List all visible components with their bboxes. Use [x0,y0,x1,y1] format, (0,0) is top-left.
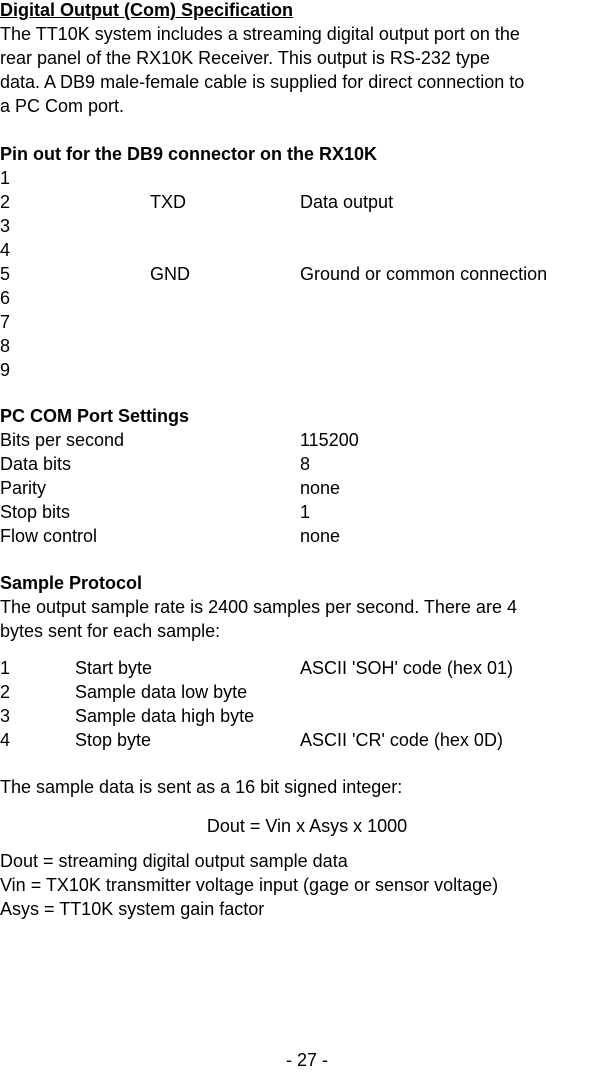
setting-label: Bits per second [0,430,125,450]
byte-list [0,656,614,752]
pin-row [0,334,614,358]
pin-row [0,190,614,214]
formula-text: Dout = Vin x Asys x 1000 [206,816,408,836]
signed-note [0,775,614,799]
byte-name: Stop byte [75,730,152,750]
pin-number: 5 [0,264,11,284]
setting-value: 115200 [300,430,359,450]
protocol-section [0,571,614,643]
setting-row [0,524,614,548]
byte-row [0,728,614,752]
paragraph-line: The output sample rate is 2400 samples per second. There are 4 [0,597,517,617]
pin-number: 2 [0,192,11,212]
byte-name: Start byte [75,658,153,678]
setting-row [0,428,614,452]
pin-number: 4 [0,240,11,260]
section-heading: Pin out for the DB9 connector on the RX10K [0,144,378,164]
setting-label: Stop bits [0,502,71,522]
byte-row [0,704,614,728]
pin-row [0,286,614,310]
page-number: - 27 - [285,1050,328,1070]
paragraph-line: The sample data is sent as a 16 bit signed integer: [0,777,403,797]
section-heading: Digital Output (Com) Specification [0,0,293,20]
formula [0,814,614,838]
byte-row [0,656,614,680]
pin-row [0,310,614,334]
pin-number: 6 [0,288,11,308]
setting-value: none [300,478,341,498]
digital-output-section [0,0,614,118]
com-settings-section [0,404,614,548]
pin-description: Data output [300,192,394,212]
pin-signal: TXD [150,192,186,212]
setting-value: 1 [300,502,311,522]
pin-signal: GND [150,264,190,284]
setting-row [0,452,614,476]
pin-number: 7 [0,312,11,332]
pin-row [0,358,614,382]
paragraph-line: The TT10K system includes a streaming digital output port on the [0,24,520,44]
paragraph-line: data. A DB9 male-female cable is supplied for direct connection to [0,72,525,92]
byte-number: 1 [0,658,11,678]
pin-row [0,238,614,262]
pin-row [0,214,614,238]
pinout-section [0,142,614,382]
paragraph-line: rear panel of the RX10K Receiver. This output is RS-232 type [0,48,490,68]
definitions [0,849,614,921]
definition-line: Asys = TT10K system gain factor [0,899,265,919]
byte-row [0,680,614,704]
byte-name: Sample data high byte [75,706,255,726]
pin-row [0,166,614,190]
setting-label: Parity [0,478,47,498]
pin-number: 1 [0,168,11,188]
paragraph-line: a PC Com port. [0,96,125,116]
pin-number: 8 [0,336,11,356]
pin-row [0,262,614,286]
setting-value: none [300,526,341,546]
paragraph-line: bytes sent for each sample: [0,621,221,641]
setting-value: 8 [300,454,311,474]
setting-label: Flow control [0,526,98,546]
section-heading: PC COM Port Settings [0,406,190,426]
setting-label: Data bits [0,454,72,474]
pin-description: Ground or common connection [300,264,548,284]
pin-number: 3 [0,216,11,236]
setting-row [0,500,614,524]
definition-line: Dout = streaming digital output sample data [0,851,348,871]
byte-code: ASCII 'CR' code (hex 0D) [300,730,503,750]
byte-name: Sample data low byte [75,682,248,702]
pin-number: 9 [0,360,11,380]
section-heading: Sample Protocol [0,573,143,593]
byte-number: 4 [0,730,11,750]
setting-row [0,476,614,500]
definition-line: Vin = TX10K transmitter voltage input (gage or sensor voltage) [0,875,499,895]
byte-code: ASCII 'SOH' code (hex 01) [300,658,513,678]
byte-number: 3 [0,706,11,726]
byte-number: 2 [0,682,11,702]
